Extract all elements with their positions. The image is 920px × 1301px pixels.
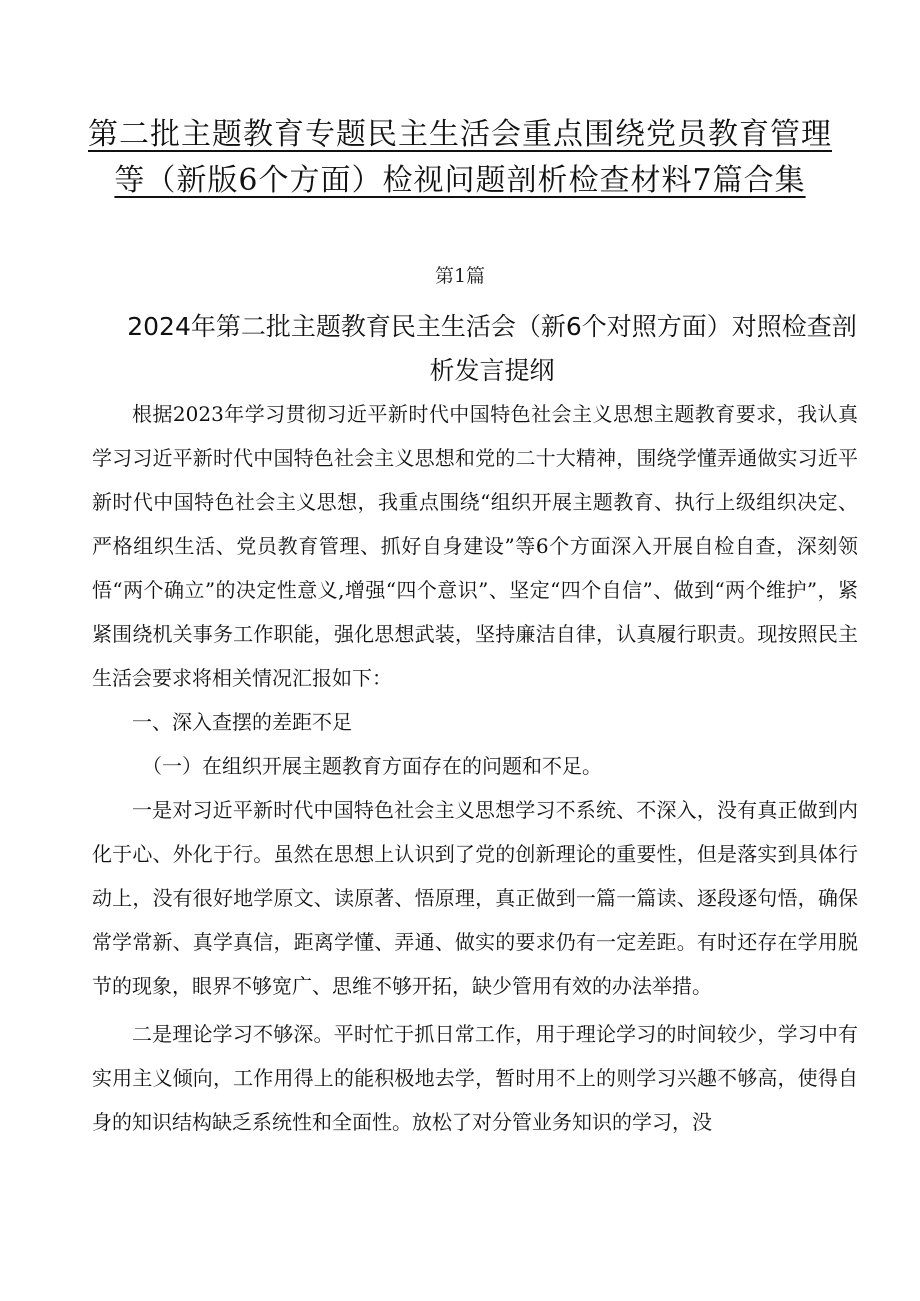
part-label: 第1篇 xyxy=(434,265,486,287)
section-subtitle: 2024年第二批主题教育民主生活会（新6个对照方面）对照检查剖析发言提纲 xyxy=(127,312,857,385)
section-heading: 一、深入查摆的差距不足 xyxy=(132,710,352,734)
document-title-line-2: 等（新版6个方面）检视问题剖析检查材料7篇合集 xyxy=(114,163,806,198)
point-paragraph: 一是对习近平新时代中国特色社会主义思想学习不系统、不深入，没有真正做到内化于心、外化于行。虽然在思想上认识到了党的创新理论的重要性，但是落实到具体行动上，没有很好地学原文、读原著、悟原理，真正做到一篇一篇读、逐段逐句悟，确保常学常新、真学真信，距离学懂、弄通、做实的要求仍有一定差距。有时还存在学用脱节的现象，眼界不够宽广、思维不够开拓，缺少管用有效的办法举措。 xyxy=(92,798,858,998)
body-text xyxy=(92,392,858,1144)
document-title xyxy=(60,112,860,204)
subsection-heading: （一）在组织开展主题教育方面存在的问题和不足。 xyxy=(142,754,602,778)
document-title-line-1: 第二批主题教育专题民主生活会重点围绕党员教育管理 xyxy=(88,117,832,152)
point-paragraph: 二是理论学习不够深。平时忙于抓日常工作，用于理论学习的时间较少，学习中有实用主义倾向，工作用得上的能积极地去学，暂时用不上的则学习兴趣不够高，使得自身的知识结构缺乏系统性和全面性。放松了对分管业务知识的学习，没 xyxy=(92,1022,858,1134)
intro-paragraph: 根据2023年学习贯彻习近平新时代中国特色社会主义思想主题教育要求，我认真学习习近平新时代中国特色社会主义思想和党的二十大精神，围绕学懂弄通做实习近平新时代中国特色社会主义思想，我重点围绕“组织开展主题教育、执行上级组织决定、严格组织生活、党员教育管理、抓好自身建设”等6个方面深入开展自检自查，深刻领悟“两个确立”的决定性意义,增强“四个意识”、坚定“四个自信”、做到“两个维护”，紧紧围绕机关事务工作职能，强化思想武装，坚持廉洁自律，认真履行职责。现按照民主生活会要求将相关情况汇报如下： xyxy=(92,402,858,690)
